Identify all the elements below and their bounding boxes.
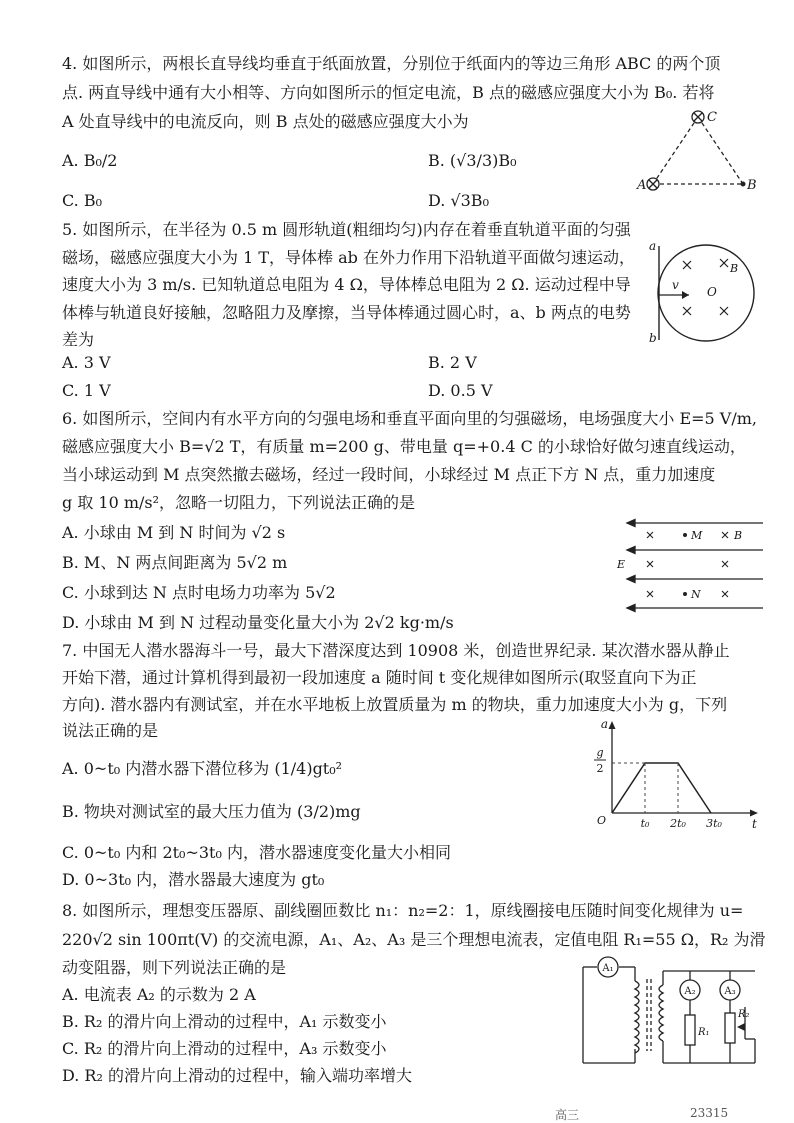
q8-option-d: D. R₂ 的滑片向上滑动的过程中，输入端功率增大 [62, 1066, 412, 1085]
q8-label-a1: A₁ [602, 963, 614, 974]
q8-stem-line-1: 8. 如图所示，理想变压器原、副线圈匝数比 n₁：n₂=2：1，原线圈接电压随时间变化规律为 u= [62, 901, 744, 920]
q7-stem-line-1: 7. 中国无人潜水器海斗一号，最大下潜深度达到 10908 米，创造世界纪录. 某次潜水器从静止 [62, 641, 730, 660]
q7-option-d: D. 0~3t₀ 内，潜水器最大速度为 gt₀ [62, 870, 325, 889]
q4-option-a: A. B₀/2 [62, 151, 118, 170]
q6-stem-line-1: 6. 如图所示，空间内有水平方向的匀强电场和垂直平面向里的匀强磁场，电场强度大小 E=5 V/m, [62, 409, 757, 428]
q8-stem-line-2: 220√2 sin 100πt(V) 的交流电源，A₁、A₂、A₃ 是三个理想电流表，定值电阻 R₁=55 Ω，R₂ 为滑 [62, 930, 766, 949]
q6-option-b: B. M、N 两点间距离为 5√2 m [62, 553, 288, 572]
q7-option-b: B. 物块对测试室的最大压力值为 (3/2)mg [62, 802, 361, 821]
q5-circular-track-figure [645, 238, 765, 348]
q5-circular-track [658, 245, 754, 341]
q5-stem-line-1: 5. 如图所示，在半径为 0.5 m 圆形轨道(粗细均匀)内存在着垂直轨道平面的匀强 [62, 220, 631, 239]
q5-option-c: C. 1 V [62, 381, 111, 400]
q7-tick-t0: t₀ [640, 817, 650, 830]
q8-option-c: C. R₂ 的滑片向上滑动的过程中，A₃ 示数变小 [62, 1039, 387, 1058]
q6-label-m: M [691, 529, 703, 542]
q7-t-axis [612, 810, 758, 817]
q4-label-b: B [747, 178, 757, 193]
q4-stem-line-3: A 处直导线中的电流反向，则 B 点处的磁感应强度大小为 [62, 112, 469, 131]
q8-option-b: B. R₂ 的滑片向上滑动的过程中，A₁ 示数变小 [62, 1012, 387, 1031]
q6-label-e: E [617, 558, 626, 571]
q5-stem-line-4: 体棒与轨道良好接触，忽略阻力及摩擦，当导体棒通过圆心时，a、b 两点的电势 [62, 303, 631, 322]
q4-stem-line-2: 点. 两直导线中通有大小相等、方向如图所示的恒定电流，B 点的磁感应强度大小为 B₀. 若将 [62, 83, 715, 102]
q6-stem-line-3: 当小球运动到 M 点突然撤去磁场，经过一段时间，小球经过 M 点正下方 N 点，重力加速度 [62, 465, 716, 484]
q7-acceleration-graph [588, 718, 768, 830]
q7-axis-label-a: a [600, 717, 608, 731]
q8-stem-line-3: 动变阻器，则下列说法正确的是 [62, 958, 287, 977]
q8-ammeter-a3 [720, 980, 740, 1000]
q6-label-n: N [691, 588, 701, 601]
q5-label-a: a [649, 239, 657, 253]
q6-option-d: D. 小球由 M 到 N 过程动量变化量大小为 2√2 kg·m/s [62, 613, 454, 632]
q8-label-a3: A₃ [724, 986, 736, 997]
q5-stem-line-3: 速度大小为 3 m/s. 已知轨道总电阻为 4 Ω，导体棒总电阻为 2 Ω. 运动过程中导 [62, 275, 631, 294]
q5-label-v: v [672, 278, 679, 292]
q4-triangle-figure [635, 105, 775, 195]
q4-label-a: A [637, 178, 647, 193]
q7-stem-line-4: 说法正确的是 [62, 721, 159, 740]
q5-option-a: A. 3 V [62, 353, 111, 372]
footer-left: 高三 [555, 1108, 580, 1122]
q7-origin-label: O [596, 814, 606, 827]
q4-label-c: C [707, 110, 717, 125]
q5-label-field-b: B [730, 262, 739, 275]
q8-slider-arrow-icon [737, 1023, 745, 1031]
q8-secondary-coil-icon [659, 985, 663, 1041]
q7-trapezoid-curve [612, 763, 711, 813]
q8-ammeter-a2 [680, 980, 700, 1000]
q7-option-a: A. 0~t₀ 内潜水器下潜位移为 (1/4)gt₀² [62, 759, 343, 778]
q6-point-n-dot [683, 592, 687, 596]
q5-label-b: b [649, 331, 657, 345]
q6-field-figure [615, 515, 770, 615]
q6-option-c: C. 小球到达 N 点时电场力功率为 5√2 [62, 583, 336, 602]
q4-stem-line-1: 4. 如图所示，两根长直导线均垂直于纸面放置，分别位于纸面内的等边三角形 ABC 的两个顶 [62, 54, 721, 73]
q8-primary-coil-icon [635, 981, 639, 1053]
q5-option-b: B. 2 V [428, 353, 477, 372]
q7-stem-line-2: 开始下潜，通过计算机得到最初一段加速度 a 随时间 t 变化规律如图所示(取竖直向下为正 [62, 668, 697, 687]
q8-label-r1: R₁ [698, 1027, 710, 1038]
q7-label-g: g [596, 746, 604, 759]
footer-code: 23315 [690, 1106, 729, 1120]
q5-field-cross-icons [683, 259, 728, 315]
q4-wire-c-cross-icon [692, 111, 704, 123]
q7-label-two: 2 [596, 762, 604, 775]
q6-stem-line-2: 磁感应强度大小 B=√2 T，有质量 m=200 g、带电量 q=+0.4 C 的小球恰好做匀速直线运动， [62, 437, 746, 456]
q6-point-m-dot [683, 533, 687, 537]
q8-label-a2: A₂ [684, 986, 696, 997]
q5-stem-line-2: 磁场，磁感应强度大小为 1 T，导体棒 ab 在外力作用下沿轨道平面做匀速运动， [62, 248, 635, 267]
q8-option-a: A. 电流表 A₂ 的示数为 2 A [62, 985, 256, 1004]
q6-stem-line-4: g 取 10 m/s²，忽略一切阻力，下列说法正确的是 [62, 493, 416, 512]
q6-option-a: A. 小球由 M 到 N 时间为 √2 s [62, 523, 286, 542]
q8-label-r2: R₂ [738, 1009, 750, 1020]
q5-stem-line-5: 差为 [62, 330, 95, 349]
q4-option-c: C. B₀ [62, 191, 103, 210]
q7-tick-2t0: 2t₀ [670, 817, 686, 830]
q7-option-c: C. 0~t₀ 内和 2t₀~3t₀ 内，潜水器速度变化量大小相同 [62, 843, 451, 862]
q7-stem-line-3: 方向). 潜水器内有测试室，并在水平地板上放置质量为 m 的物块，重力加速度大小为 g，下列 [62, 695, 728, 714]
q7-tick-3t0: 3t₀ [706, 817, 722, 830]
q4-option-d: D. √3B₀ [428, 191, 489, 210]
q6-label-field-b: B [734, 529, 743, 542]
q5-velocity-arrow-icon [659, 291, 689, 299]
q5-option-d: D. 0.5 V [428, 381, 493, 400]
q5-label-o: O [707, 285, 717, 299]
q7-a-axis [609, 721, 616, 813]
q4-option-b: B. (√3/3)B₀ [428, 151, 517, 170]
q7-dashed-guides [612, 763, 678, 813]
q8-transformer-circuit [575, 955, 770, 1075]
q6-magnetic-cross-icons [647, 532, 728, 597]
q4-point-b-dot [741, 182, 746, 187]
q7-axis-label-t: t [752, 817, 757, 831]
q4-wire-a-cross-icon [647, 178, 659, 190]
q8-ammeter-a1 [598, 957, 618, 977]
